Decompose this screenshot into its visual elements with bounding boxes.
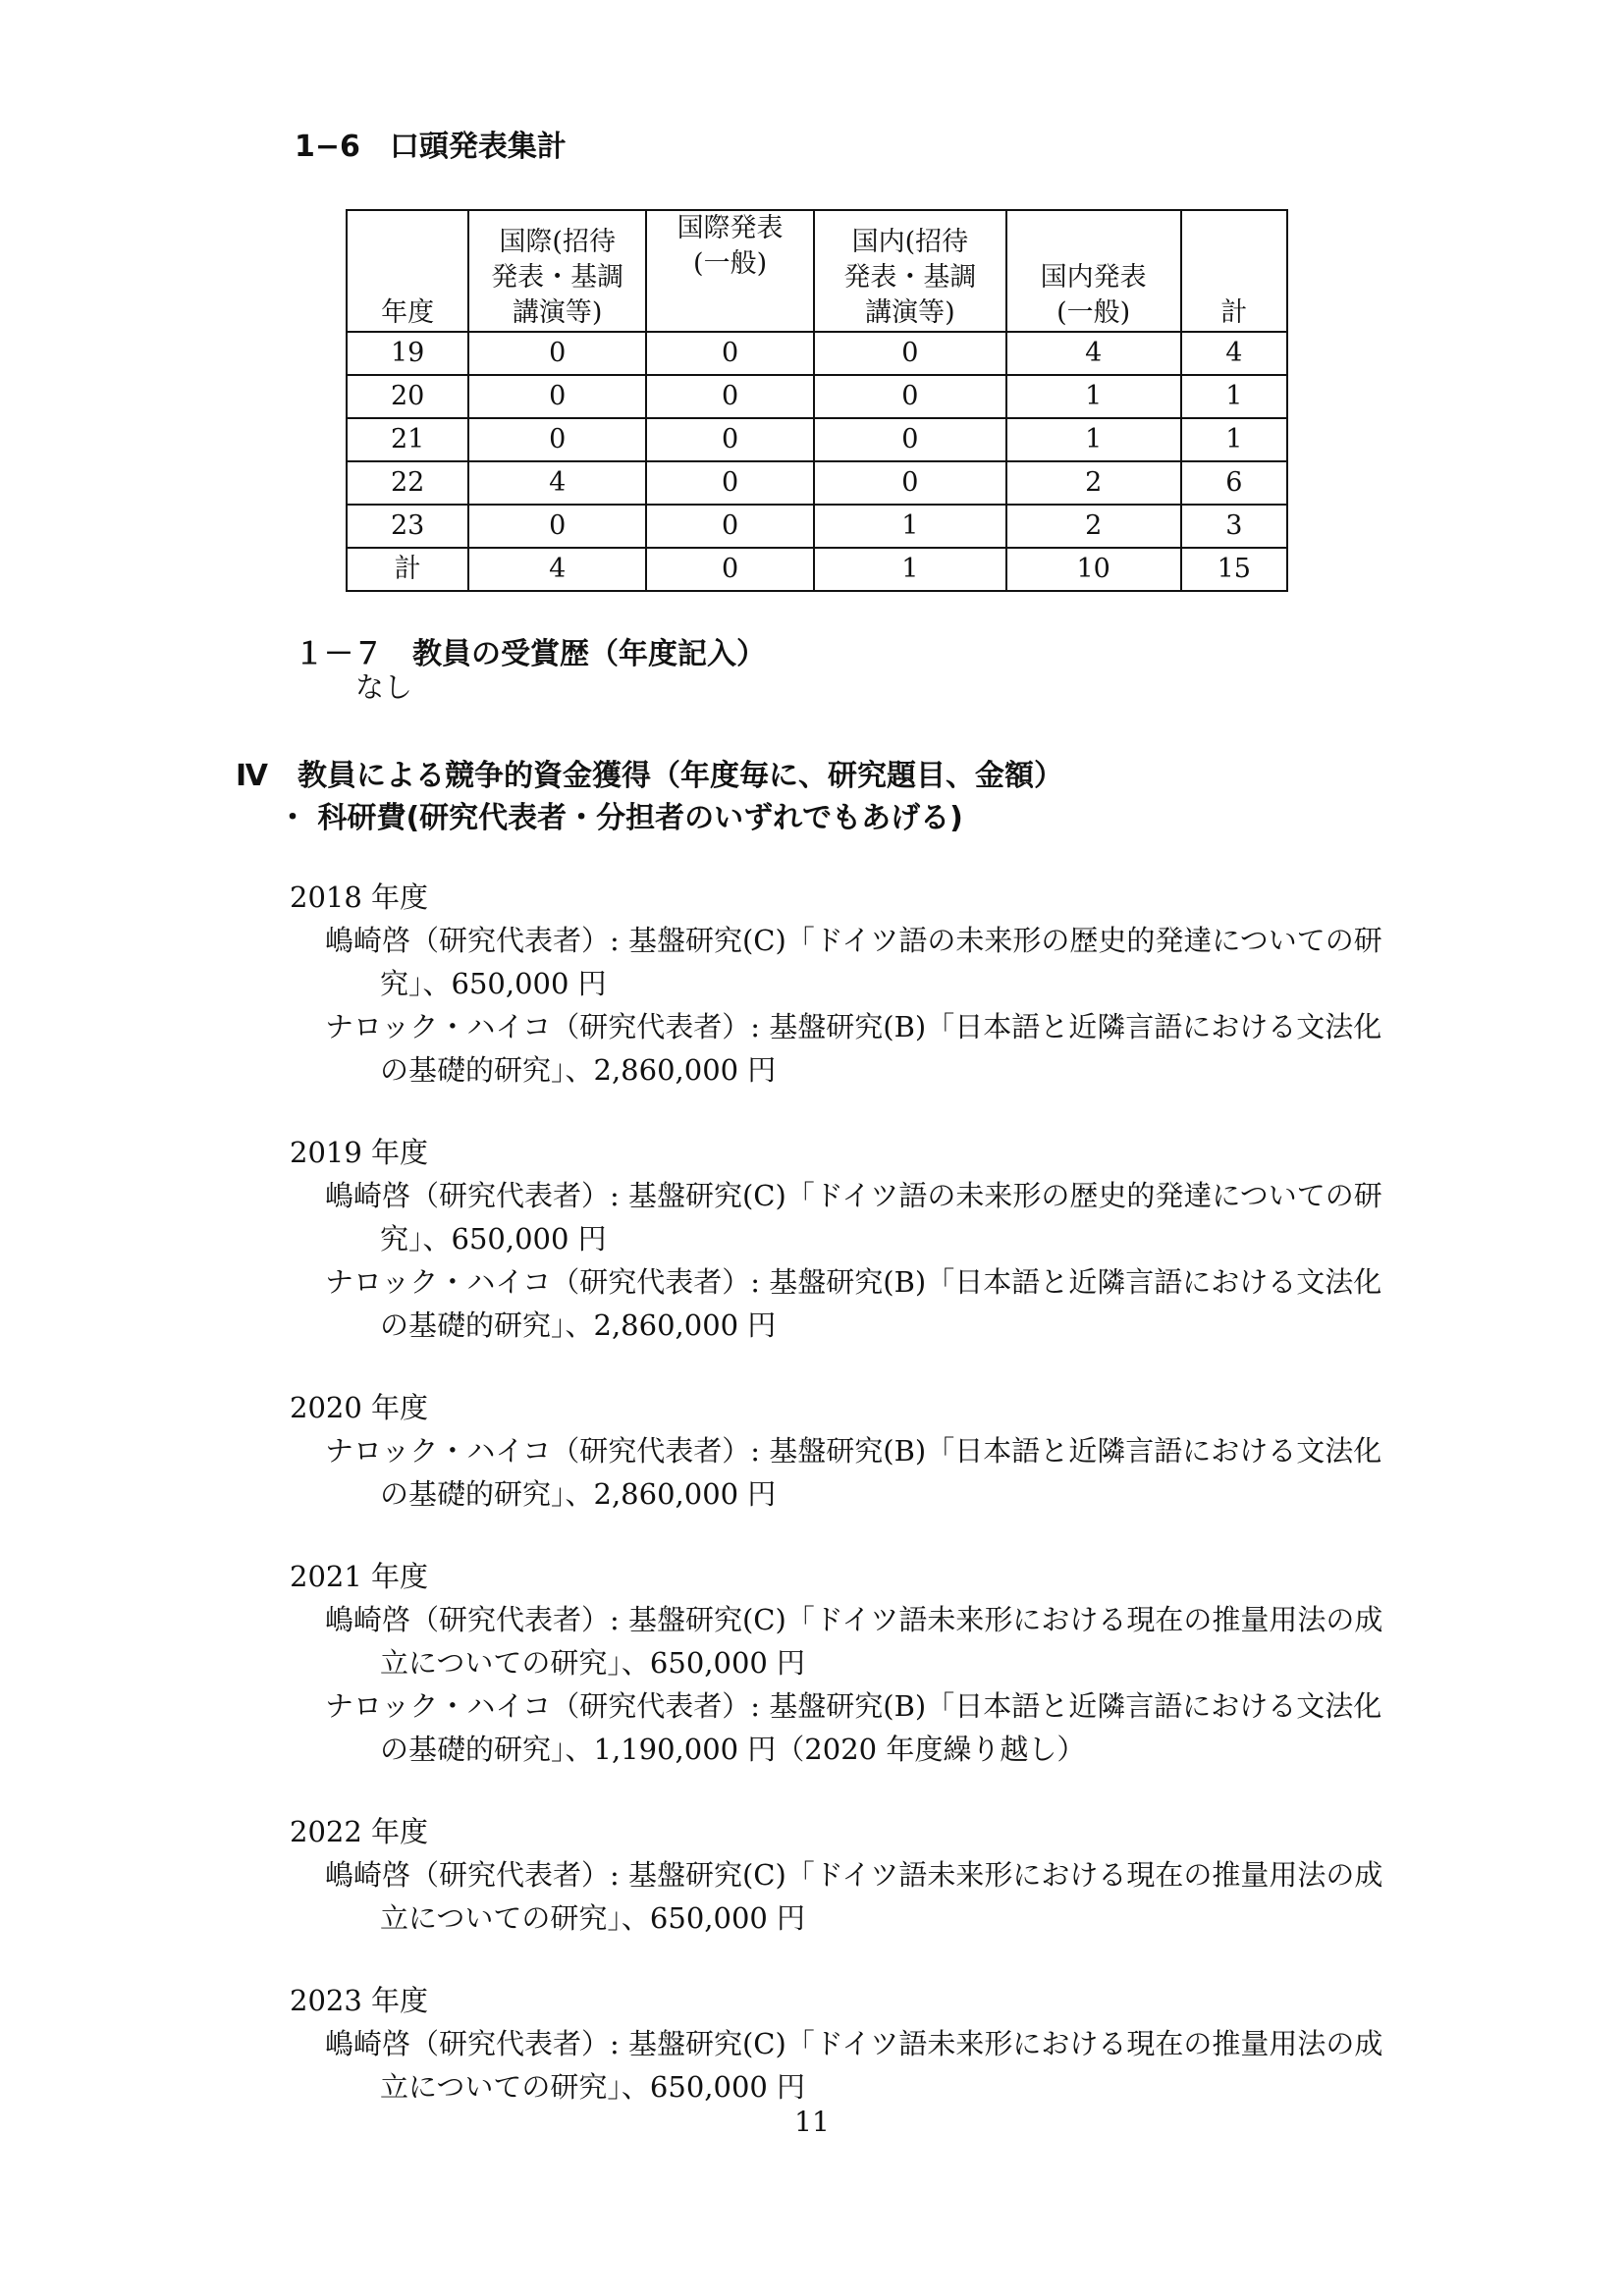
table-row [347,332,1287,375]
awards-content: なし [355,670,413,704]
count-cell: 0 [468,418,646,461]
grant-entry: 嶋崎啓（研究代表者）: 基盤研究(C)「ドイツ語の未来形の歴史的発達についての研究」、650,000 円 [325,1179,1382,1255]
count-cell: 4 [468,548,646,591]
section-4-title: Ⅳ 教員による競争的資金獲得（年度毎に、研究題目、金額） [236,759,1063,793]
grant-year-label: 2019 年度 [290,1136,429,1169]
table-header-cell: 国際(招待 発表・基調 講演等) [468,210,646,332]
count-cell: 0 [646,375,814,418]
count-cell: 0 [646,332,814,375]
grant-year-block [290,1555,1409,1771]
count-cell: 2 [1006,505,1181,548]
table-row [347,461,1287,505]
table-row [347,548,1287,591]
count-cell: 0 [646,548,814,591]
count-cell: 4 [1006,332,1181,375]
grant-year-block [290,1386,1409,1516]
count-cell: 10 [1006,548,1181,591]
count-cell: 0 [814,332,1006,375]
grant-year-label: 2020 年度 [290,1391,429,1424]
count-cell: 0 [646,461,814,505]
grant-entry: ナロック・ハイコ（研究代表者）: 基盤研究(B)「日本語と近隣言語における文法化の基礎的研究」、2,860,000 円 [325,1010,1382,1087]
grant-entry: ナロック・ハイコ（研究代表者）: 基盤研究(B)「日本語と近隣言語における文法化の基礎的研究」、2,860,000 円 [325,1265,1382,1342]
page-number: 11 [794,2106,830,2138]
grant-year-block [290,1810,1409,1940]
count-cell: 0 [814,418,1006,461]
year-cell: 20 [347,375,468,418]
count-cell: 1 [1181,375,1287,418]
count-cell: 4 [1181,332,1287,375]
table-header-cell: 計 [1181,210,1287,332]
grant-year-block [290,1979,1409,2109]
grant-year-block [290,876,1409,1092]
table-header-cell: 国内発表 (一般) [1006,210,1181,332]
count-cell: 0 [646,418,814,461]
count-cell: 1 [814,505,1006,548]
count-cell: 1 [1181,418,1287,461]
count-cell: 6 [1181,461,1287,505]
table-header-cell: 国内(招待 発表・基調 講演等) [814,210,1006,332]
year-cell: 21 [347,418,468,461]
count-cell: 1 [814,548,1006,591]
count-cell: 1 [1006,418,1181,461]
grant-entry: 嶋崎啓（研究代表者）: 基盤研究(C)「ドイツ語未来形における現在の推量用法の成立についての研究」、650,000 円 [325,2027,1383,2104]
year-cell: 23 [347,505,468,548]
count-cell: 0 [468,505,646,548]
count-cell: 15 [1181,548,1287,591]
table-header-cell: 国際発表 (一般) [646,210,814,332]
grant-entry: ナロック・ハイコ（研究代表者）: 基盤研究(B)「日本語と近隣言語における文法化の基礎的研究」、2,860,000 円 [325,1434,1382,1511]
count-cell: 4 [468,461,646,505]
count-cell: 0 [646,505,814,548]
count-cell: 0 [468,332,646,375]
year-cell: 計 [347,548,468,591]
table-row [347,505,1287,548]
count-cell: 2 [1006,461,1181,505]
table-row [347,418,1287,461]
count-cell: 3 [1181,505,1287,548]
count-cell: 0 [814,375,1006,418]
grant-year-label: 2022 年度 [290,1815,429,1848]
section-1-6-title: 1−6 口頭発表集計 [295,130,567,164]
grants-list [290,876,1409,2148]
grant-entry: ナロック・ハイコ（研究代表者）: 基盤研究(B)「日本語と近隣言語における文法化の基礎的研究」、1,190,000 円（2020 年度繰り越し） [325,1689,1382,1766]
grant-entry: 嶋崎啓（研究代表者）: 基盤研究(C)「ドイツ語の未来形の歴史的発達についての研究」、650,000 円 [325,924,1382,1000]
section-1-7-title: １－７ 教員の受賞歴（年度記入） [295,637,766,671]
grant-entry: 嶋崎啓（研究代表者）: 基盤研究(C)「ドイツ語未来形における現在の推量用法の成立についての研究」、650,000 円 [325,1603,1383,1680]
grant-year-label: 2021 年度 [290,1560,429,1593]
section-4-subtitle: ・ 科研費(研究代表者・分担者のいずれでもあげる) [278,801,963,835]
year-cell: 22 [347,461,468,505]
table-header-row [347,210,1287,332]
count-cell: 0 [814,461,1006,505]
grant-year-block [290,1131,1409,1347]
oral-presentation-table [346,209,1288,592]
grant-year-label: 2018 年度 [290,881,429,914]
table-header-cell: 年度 [347,210,468,332]
grant-entry: 嶋崎啓（研究代表者）: 基盤研究(C)「ドイツ語未来形における現在の推量用法の成立についての研究」、650,000 円 [325,1858,1383,1935]
count-cell: 0 [468,375,646,418]
grant-year-label: 2023 年度 [290,1984,429,2017]
count-cell: 1 [1006,375,1181,418]
table-row [347,375,1287,418]
year-cell: 19 [347,332,468,375]
